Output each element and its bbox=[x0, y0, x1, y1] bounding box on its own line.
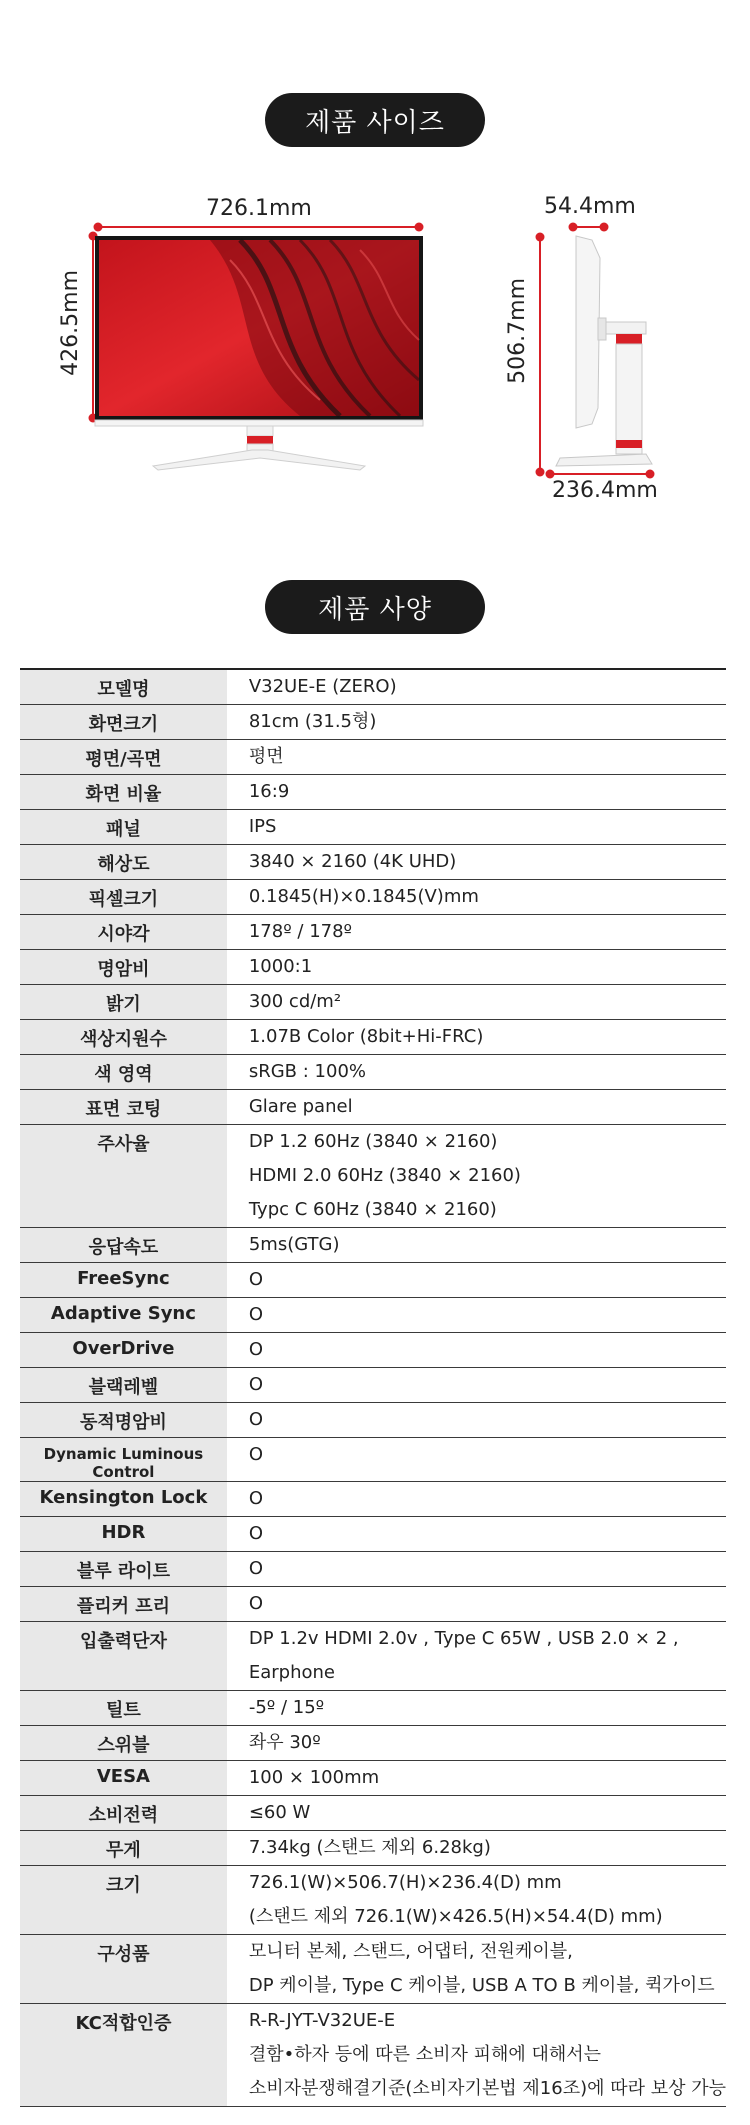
spec-value-line: O bbox=[248, 1558, 264, 1579]
side-depth-top-label: 54.4mm bbox=[544, 194, 636, 219]
spec-label: 블루 라이트 bbox=[20, 1552, 227, 1587]
monitor-side-illustration bbox=[556, 236, 652, 466]
spec-label: Adaptive Sync bbox=[20, 1298, 227, 1333]
spec-label: 픽셀크기 bbox=[20, 880, 227, 915]
spec-label: 밝기 bbox=[20, 985, 227, 1020]
spec-value-line: R-R-JYT-V32UE-E bbox=[248, 2010, 396, 2031]
spec-row bbox=[20, 1020, 726, 1055]
side-height-label: 506.7mm bbox=[505, 278, 530, 384]
spec-label: 표면 코팅 bbox=[20, 1090, 227, 1125]
spec-value-line: 1000:1 bbox=[248, 956, 313, 977]
spec-value-line: -5º / 15º bbox=[248, 1697, 325, 1718]
spec-value-line: sRGB : 100% bbox=[248, 1061, 366, 1082]
spec-value-line: O bbox=[248, 1409, 264, 1430]
spec-value bbox=[227, 1552, 726, 1587]
spec-row bbox=[20, 1263, 726, 1298]
spec-value-line: DP 1.2v HDMI 2.0v , Type C 65W , USB 2.0 × 2 , bbox=[248, 1628, 679, 1649]
spec-value bbox=[227, 915, 726, 950]
spec-row bbox=[20, 1333, 726, 1368]
spec-value bbox=[227, 1622, 726, 1691]
spec-value-line: O bbox=[248, 1523, 264, 1544]
spec-value-line: 좌우 30º bbox=[248, 1732, 321, 1753]
spec-row bbox=[20, 705, 726, 740]
spec-label: 해상도 bbox=[20, 845, 227, 880]
spec-value-line: 평면 bbox=[248, 746, 284, 767]
spec-label: 화면크기 bbox=[20, 705, 227, 740]
monitor-front-illustration bbox=[95, 236, 423, 470]
spec-row bbox=[20, 1517, 726, 1552]
spec-row bbox=[20, 880, 726, 915]
spec-section-title: 제품 사양 bbox=[265, 580, 485, 634]
spec-label: 입출력단자 bbox=[20, 1622, 227, 1691]
spec-value-line: 16:9 bbox=[248, 781, 290, 802]
spec-value-line: (스탠드 제외 726.1(W)×426.5(H)×54.4(D) mm) bbox=[248, 1906, 663, 1927]
spec-value-line: 소비자분쟁해결기준(소비자기본법 제16조)에 따라 보상 가능 bbox=[248, 2078, 726, 2099]
spec-row bbox=[20, 1796, 726, 1831]
spec-value bbox=[227, 1831, 726, 1866]
spec-row bbox=[20, 950, 726, 985]
spec-label: 응답속도 bbox=[20, 1228, 227, 1263]
spec-value-line: 726.1(W)×506.7(H)×236.4(D) mm bbox=[248, 1872, 562, 1893]
spec-label: 플리커 프리 bbox=[20, 1587, 227, 1622]
spec-value bbox=[227, 1935, 726, 2004]
spec-row bbox=[20, 915, 726, 950]
spec-value-line: O bbox=[248, 1444, 264, 1465]
spec-value-line: V32UE-E (ZERO) bbox=[248, 676, 397, 697]
spec-value-line: Earphone bbox=[248, 1662, 335, 1683]
spec-value-line: 5ms(GTG) bbox=[248, 1234, 340, 1255]
spec-row bbox=[20, 1866, 726, 1935]
spec-value-line: 100 × 100mm bbox=[248, 1767, 380, 1788]
spec-value bbox=[227, 1298, 726, 1333]
spec-value-line: O bbox=[248, 1339, 264, 1360]
spec-value bbox=[227, 1020, 726, 1055]
spec-value bbox=[227, 845, 726, 880]
spec-row bbox=[20, 1438, 726, 1482]
spec-row bbox=[20, 1090, 726, 1125]
spec-row bbox=[20, 1831, 726, 1866]
spec-value bbox=[227, 880, 726, 915]
spec-value bbox=[227, 1438, 726, 1482]
spec-label: 패널 bbox=[20, 810, 227, 845]
spec-label: VESA bbox=[20, 1761, 227, 1796]
spec-value-line: 300 cd/m² bbox=[248, 991, 342, 1012]
spec-row bbox=[20, 1403, 726, 1438]
spec-label: 평면/곡면 bbox=[20, 740, 227, 775]
spec-value-line: 0.1845(H)×0.1845(V)mm bbox=[248, 886, 479, 907]
spec-label: 스위블 bbox=[20, 1726, 227, 1761]
front-width-label: 726.1mm bbox=[206, 196, 312, 221]
spec-value-line: 결함•하자 등에 따른 소비자 피해에 대해서는 bbox=[248, 2044, 602, 2065]
spec-label: 명암비 bbox=[20, 950, 227, 985]
front-height-label: 426.5mm bbox=[58, 270, 83, 376]
spec-value-line: 178º / 178º bbox=[248, 921, 353, 942]
spec-label: 틸트 bbox=[20, 1691, 227, 1726]
spec-label: HDR bbox=[20, 1517, 227, 1552]
spec-row bbox=[20, 775, 726, 810]
spec-value-line: 81cm (31.5형) bbox=[248, 711, 377, 732]
spec-value-line: 모니터 본체, 스탠드, 어댑터, 전원케이블, bbox=[248, 1941, 573, 1962]
spec-value bbox=[227, 1368, 726, 1403]
spec-value-line: O bbox=[248, 1374, 264, 1395]
spec-label: 모델명 bbox=[20, 669, 227, 705]
spec-value bbox=[227, 669, 726, 705]
spec-value bbox=[227, 1333, 726, 1368]
spec-value bbox=[227, 1263, 726, 1298]
spec-value-line: O bbox=[248, 1269, 264, 1290]
spec-label: 소비전력 bbox=[20, 1796, 227, 1831]
spec-value bbox=[227, 950, 726, 985]
spec-value-line: HDMI 2.0 60Hz (3840 × 2160) bbox=[248, 1165, 521, 1186]
spec-label: 구성품 bbox=[20, 1935, 227, 2004]
spec-value-line: O bbox=[248, 1304, 264, 1325]
spec-table bbox=[20, 668, 726, 2107]
spec-value bbox=[227, 810, 726, 845]
spec-row bbox=[20, 1552, 726, 1587]
spec-row bbox=[20, 845, 726, 880]
spec-value-line: 7.34kg (스탠드 제외 6.28kg) bbox=[248, 1837, 491, 1858]
spec-value-line: DP 1.2 60Hz (3840 × 2160) bbox=[248, 1131, 498, 1152]
spec-row bbox=[20, 1298, 726, 1333]
spec-value-line: DP 케이블, Type C 케이블, USB A TO B 케이블, 퀵가이드 bbox=[248, 1975, 715, 1996]
product-size-diagram bbox=[0, 0, 750, 560]
spec-value bbox=[227, 1125, 726, 1228]
spec-row bbox=[20, 1761, 726, 1796]
spec-value bbox=[227, 740, 726, 775]
spec-row bbox=[20, 1691, 726, 1726]
spec-row bbox=[20, 1622, 726, 1691]
spec-value bbox=[227, 985, 726, 1020]
spec-value bbox=[227, 1517, 726, 1552]
spec-value-line: O bbox=[248, 1488, 264, 1509]
spec-label: 시야각 bbox=[20, 915, 227, 950]
spec-label: 무게 bbox=[20, 1831, 227, 1866]
spec-row bbox=[20, 1935, 726, 2004]
spec-value-line: O bbox=[248, 1593, 264, 1614]
spec-value-line: 1.07B Color (8bit+Hi-FRC) bbox=[248, 1026, 484, 1047]
spec-value bbox=[227, 1761, 726, 1796]
spec-row bbox=[20, 2004, 726, 2107]
spec-label: OverDrive bbox=[20, 1333, 227, 1368]
spec-value-line: ≤60 W bbox=[248, 1802, 311, 1823]
spec-label: 크기 bbox=[20, 1866, 227, 1935]
spec-value bbox=[227, 1691, 726, 1726]
spec-value bbox=[227, 1403, 726, 1438]
spec-value bbox=[227, 1726, 726, 1761]
spec-value bbox=[227, 775, 726, 810]
spec-value bbox=[227, 1228, 726, 1263]
spec-row bbox=[20, 1125, 726, 1228]
spec-row bbox=[20, 1587, 726, 1622]
spec-label: Kensington Lock bbox=[20, 1482, 227, 1517]
spec-label: 화면 비율 bbox=[20, 775, 227, 810]
spec-label: 블랙레벨 bbox=[20, 1368, 227, 1403]
side-base-depth-label: 236.4mm bbox=[552, 478, 658, 503]
spec-label: 동적명암비 bbox=[20, 1403, 227, 1438]
spec-label: FreeSync bbox=[20, 1263, 227, 1298]
spec-row bbox=[20, 1055, 726, 1090]
spec-row bbox=[20, 1368, 726, 1403]
spec-row bbox=[20, 810, 726, 845]
spec-row bbox=[20, 1228, 726, 1263]
spec-row bbox=[20, 1726, 726, 1761]
spec-value bbox=[227, 1055, 726, 1090]
spec-value bbox=[227, 1866, 726, 1935]
spec-value bbox=[227, 1587, 726, 1622]
spec-value bbox=[227, 1090, 726, 1125]
spec-value-line: Typc C 60Hz (3840 × 2160) bbox=[248, 1199, 497, 1220]
spec-row bbox=[20, 985, 726, 1020]
spec-label: KC적합인증 bbox=[20, 2004, 227, 2107]
spec-value bbox=[227, 2004, 726, 2107]
spec-label: Dynamic Luminous Control bbox=[20, 1438, 227, 1482]
spec-row bbox=[20, 669, 726, 705]
spec-value-line: 3840 × 2160 (4K UHD) bbox=[248, 851, 457, 872]
spec-label: 색 영역 bbox=[20, 1055, 227, 1090]
spec-label: 색상지원수 bbox=[20, 1020, 227, 1055]
spec-row bbox=[20, 1482, 726, 1517]
spec-value bbox=[227, 1796, 726, 1831]
spec-value bbox=[227, 1482, 726, 1517]
spec-value-line: Glare panel bbox=[248, 1096, 353, 1117]
spec-row bbox=[20, 740, 726, 775]
spec-value-line: IPS bbox=[248, 816, 277, 837]
size-section-title: 제품 사이즈 bbox=[265, 93, 485, 147]
spec-label: 주사율 bbox=[20, 1125, 227, 1228]
spec-value bbox=[227, 705, 726, 740]
